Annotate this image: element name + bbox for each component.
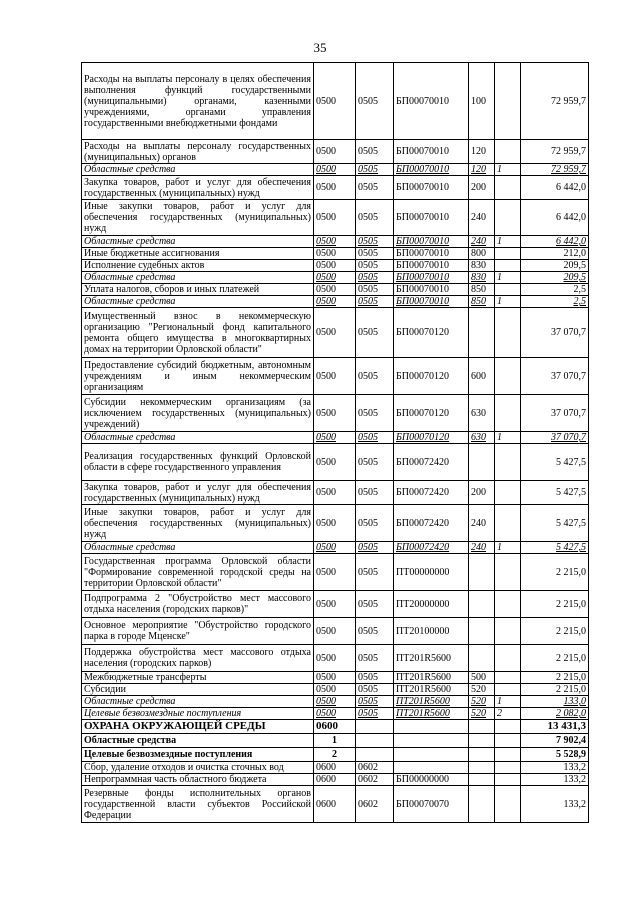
row-funding-source: 1	[495, 696, 521, 708]
row-expense-type: 800	[469, 248, 495, 260]
row-expense-type: 600	[469, 358, 495, 395]
row-name: Основное мероприятие "Обустройство городского парка в городе Мценске"	[82, 618, 314, 645]
row-target-code: БП00072420	[394, 444, 469, 481]
row-subsection	[356, 734, 394, 748]
row-section: 0600	[314, 786, 356, 823]
row-amount: 2 082,0	[521, 708, 589, 720]
row-funding-source	[495, 645, 521, 672]
table-row	[82, 358, 589, 395]
row-section: 0500	[314, 481, 356, 505]
row-subsection: 0505	[356, 645, 394, 672]
row-target-code: ПТ201R5600	[394, 684, 469, 696]
row-expense-type: 240	[469, 542, 495, 554]
row-name: Областные средства	[82, 272, 314, 284]
row-expense-type: 630	[469, 432, 495, 444]
row-expense-type: 850	[469, 284, 495, 296]
table-row	[82, 618, 589, 645]
row-section: 0500	[314, 272, 356, 284]
row-name: Подпрограмма 2 "Обустройство мест массового отдыха населения (городских парков)"	[82, 591, 314, 618]
row-target-code: БП00070010	[394, 272, 469, 284]
row-funding-source	[495, 774, 521, 786]
table-row	[82, 432, 589, 444]
row-section: 0500	[314, 176, 356, 200]
row-expense-type: 500	[469, 672, 495, 684]
table-row	[82, 200, 589, 236]
row-funding-source	[495, 591, 521, 618]
row-target-code: БП00070010	[394, 140, 469, 164]
table-row	[82, 786, 589, 823]
row-section: 0500	[314, 140, 356, 164]
row-amount: 37 070,7	[521, 308, 589, 358]
row-expense-type: 240	[469, 200, 495, 236]
row-subsection: 0602	[356, 774, 394, 786]
table-row	[82, 176, 589, 200]
row-amount: 6 442,0	[521, 236, 589, 248]
row-subsection: 0505	[356, 140, 394, 164]
row-expense-type: 630	[469, 395, 495, 432]
row-funding-source	[495, 481, 521, 505]
row-name: Целевые безвозмездные поступления	[82, 748, 314, 762]
row-expense-type	[469, 734, 495, 748]
row-subsection: 0505	[356, 358, 394, 395]
row-target-code	[394, 734, 469, 748]
row-subsection: 0505	[356, 672, 394, 684]
row-target-code	[394, 748, 469, 762]
row-target-code: БП00070010	[394, 284, 469, 296]
row-section: 0500	[314, 684, 356, 696]
row-subsection: 0505	[356, 542, 394, 554]
row-subsection: 0505	[356, 554, 394, 591]
row-section: 1	[314, 734, 356, 748]
row-target-code: БП00070120	[394, 432, 469, 444]
table-row	[82, 734, 589, 748]
row-expense-type	[469, 554, 495, 591]
row-subsection: 0505	[356, 176, 394, 200]
row-name: Областные средства	[82, 236, 314, 248]
row-section: 0500	[314, 554, 356, 591]
row-subsection: 0505	[356, 395, 394, 432]
row-name: Реализация государственных функций Орловской области в сфере государственного управления	[82, 444, 314, 481]
row-section: 0500	[314, 260, 356, 272]
row-expense-type: 200	[469, 176, 495, 200]
row-name: Областные средства	[82, 164, 314, 176]
row-amount: 5 427,5	[521, 481, 589, 505]
row-expense-type: 830	[469, 260, 495, 272]
row-expense-type: 520	[469, 684, 495, 696]
row-funding-source	[495, 140, 521, 164]
row-funding-source	[495, 200, 521, 236]
row-funding-source: 1	[495, 542, 521, 554]
row-target-code: БП00070010	[394, 248, 469, 260]
row-section: 0500	[314, 505, 356, 542]
row-section: 0500	[314, 672, 356, 684]
row-subsection: 0505	[356, 296, 394, 308]
row-amount: 7 902,4	[521, 734, 589, 748]
row-section: 0500	[314, 63, 356, 140]
row-expense-type: 520	[469, 696, 495, 708]
row-funding-source	[495, 762, 521, 774]
row-target-code: ПТ201R5600	[394, 645, 469, 672]
row-funding-source	[495, 176, 521, 200]
row-funding-source	[495, 748, 521, 762]
row-expense-type: 850	[469, 296, 495, 308]
row-funding-source	[495, 308, 521, 358]
row-section: 0500	[314, 708, 356, 720]
table-row	[82, 505, 589, 542]
row-funding-source	[495, 554, 521, 591]
row-funding-source	[495, 284, 521, 296]
row-subsection: 0505	[356, 248, 394, 260]
row-expense-type: 200	[469, 481, 495, 505]
row-subsection: 0505	[356, 260, 394, 272]
row-expense-type: 520	[469, 708, 495, 720]
row-funding-source: 1	[495, 164, 521, 176]
page-number: 35	[313, 40, 327, 55]
row-expense-type: 120	[469, 140, 495, 164]
row-target-code: БП00070120	[394, 358, 469, 395]
row-amount: 37 070,7	[521, 395, 589, 432]
row-target-code	[394, 762, 469, 774]
row-target-code: ПТ20100000	[394, 618, 469, 645]
row-name: Сбор, удаление отходов и очистка сточных вод	[82, 762, 314, 774]
row-subsection: 0505	[356, 308, 394, 358]
row-subsection: 0505	[356, 164, 394, 176]
row-amount: 2,5	[521, 296, 589, 308]
row-section: 0500	[314, 542, 356, 554]
table-row	[82, 260, 589, 272]
row-target-code: БП00072420	[394, 481, 469, 505]
row-section: 0600	[314, 720, 356, 734]
row-funding-source	[495, 672, 521, 684]
row-name: Иные бюджетные ассигнования	[82, 248, 314, 260]
row-section: 0500	[314, 236, 356, 248]
row-subsection: 0505	[356, 272, 394, 284]
row-subsection	[356, 720, 394, 734]
row-section: 0500	[314, 645, 356, 672]
row-section: 0500	[314, 308, 356, 358]
row-target-code: ПТ20000000	[394, 591, 469, 618]
row-amount: 5 528,9	[521, 748, 589, 762]
row-section: 0500	[314, 432, 356, 444]
budget-table	[81, 62, 589, 823]
row-amount: 209,5	[521, 272, 589, 284]
row-name: Областные средства	[82, 696, 314, 708]
table-row	[82, 248, 589, 260]
row-section: 0600	[314, 762, 356, 774]
row-amount: 37 070,7	[521, 432, 589, 444]
row-section: 0500	[314, 444, 356, 481]
row-target-code: БП00070120	[394, 308, 469, 358]
row-subsection: 0505	[356, 444, 394, 481]
row-funding-source	[495, 618, 521, 645]
table-row	[82, 140, 589, 164]
table-row	[82, 444, 589, 481]
row-expense-type	[469, 748, 495, 762]
table-row	[82, 774, 589, 786]
row-expense-type: 240	[469, 505, 495, 542]
row-amount: 209,5	[521, 260, 589, 272]
table-row	[82, 762, 589, 774]
row-target-code: ПТ00000000	[394, 554, 469, 591]
row-amount: 133,2	[521, 762, 589, 774]
table-row	[82, 645, 589, 672]
row-target-code: ПТ201R5600	[394, 708, 469, 720]
row-subsection: 0505	[356, 432, 394, 444]
row-target-code: ПТ201R5600	[394, 672, 469, 684]
row-name: Уплата налогов, сборов и иных платежей	[82, 284, 314, 296]
row-amount: 6 442,0	[521, 176, 589, 200]
table-row	[82, 395, 589, 432]
row-subsection: 0505	[356, 684, 394, 696]
table-row	[82, 272, 589, 284]
table-row	[82, 696, 589, 708]
row-section: 0500	[314, 591, 356, 618]
row-amount: 6 442,0	[521, 200, 589, 236]
row-target-code: БП00072420	[394, 505, 469, 542]
table-row	[82, 164, 589, 176]
table-row	[82, 554, 589, 591]
row-amount: 5 427,5	[521, 542, 589, 554]
table-row	[82, 308, 589, 358]
table-row	[82, 708, 589, 720]
row-name: Государственная программа Орловской области "Формирование современной городской среды на территории Орловской области"	[82, 554, 314, 591]
row-funding-source	[495, 260, 521, 272]
row-funding-source: 2	[495, 708, 521, 720]
row-expense-type: 830	[469, 272, 495, 284]
row-name: Непрограммная часть областного бюджета	[82, 774, 314, 786]
row-expense-type	[469, 618, 495, 645]
table-row	[82, 720, 589, 734]
row-subsection: 0505	[356, 505, 394, 542]
row-funding-source	[495, 248, 521, 260]
row-funding-source: 1	[495, 432, 521, 444]
row-target-code: БП00070010	[394, 164, 469, 176]
row-amount: 13 431,3	[521, 720, 589, 734]
row-expense-type: 120	[469, 164, 495, 176]
row-amount: 2 215,0	[521, 684, 589, 696]
row-name: Целевые безвозмездные поступления	[82, 708, 314, 720]
row-funding-source	[495, 786, 521, 823]
row-amount: 72 959,7	[521, 140, 589, 164]
row-subsection: 0505	[356, 708, 394, 720]
table-row	[82, 684, 589, 696]
row-expense-type	[469, 786, 495, 823]
table-row	[82, 542, 589, 554]
row-name: Поддержка обустройства мест массового отдыха населения (городских парков)	[82, 645, 314, 672]
row-subsection: 0602	[356, 786, 394, 823]
row-target-code: БП00000000	[394, 774, 469, 786]
row-name: Областные средства	[82, 296, 314, 308]
row-section: 0500	[314, 248, 356, 260]
row-name: Исполнение судебных актов	[82, 260, 314, 272]
row-name: Субсидии	[82, 684, 314, 696]
row-name: Расходы на выплаты персоналу государственных (муниципальных) органов	[82, 140, 314, 164]
table-row	[82, 748, 589, 762]
row-funding-source: 1	[495, 296, 521, 308]
row-target-code: БП00070010	[394, 63, 469, 140]
row-name: Иные закупки товаров, работ и услуг для обеспечения государственных (муниципальных) нужд	[82, 200, 314, 236]
row-name: Резервные фонды исполнительных органов государственной власти субъектов Российской Федерации	[82, 786, 314, 823]
row-name: ОХРАНА ОКРУЖАЮЩЕЙ СРЕДЫ	[82, 720, 314, 734]
row-expense-type	[469, 720, 495, 734]
row-target-code	[394, 720, 469, 734]
row-amount: 37 070,7	[521, 358, 589, 395]
row-name: Областные средства	[82, 734, 314, 748]
row-section: 0500	[314, 618, 356, 645]
row-amount: 72 959,7	[521, 63, 589, 140]
row-name: Областные средства	[82, 432, 314, 444]
row-funding-source	[495, 720, 521, 734]
row-subsection: 0505	[356, 591, 394, 618]
row-section: 0500	[314, 395, 356, 432]
row-name: Закупка товаров, работ и услуг для обеспечения государственных (муниципальных) нужд	[82, 481, 314, 505]
row-subsection	[356, 748, 394, 762]
table-row	[82, 236, 589, 248]
row-amount: 2 215,0	[521, 554, 589, 591]
row-funding-source	[495, 444, 521, 481]
row-subsection: 0505	[356, 284, 394, 296]
row-section: 2	[314, 748, 356, 762]
row-section: 0500	[314, 284, 356, 296]
row-section: 0500	[314, 200, 356, 236]
row-name: Иные закупки товаров, работ и услуг для обеспечения государственных (муниципальных) нужд	[82, 505, 314, 542]
row-target-code: БП00070010	[394, 176, 469, 200]
row-expense-type	[469, 762, 495, 774]
row-amount: 5 427,5	[521, 505, 589, 542]
row-subsection: 0602	[356, 762, 394, 774]
row-expense-type	[469, 774, 495, 786]
row-name: Предоставление субсидий бюджетным, автономным учреждениям и иным некоммерческим организациям	[82, 358, 314, 395]
row-section: 0500	[314, 296, 356, 308]
row-name: Имущественный взнос в некоммерческую организацию "Региональный фонд капитального ремонта общего имущества в многоквартирных домах на территории Орловской области"	[82, 308, 314, 358]
row-amount: 2 215,0	[521, 591, 589, 618]
row-funding-source	[495, 358, 521, 395]
row-name: Субсидии некоммерческим организациям (за исключением государственных (муниципальных) учреждений)	[82, 395, 314, 432]
row-target-code: БП00072420	[394, 542, 469, 554]
row-subsection: 0505	[356, 696, 394, 708]
row-expense-type: 240	[469, 236, 495, 248]
row-subsection: 0505	[356, 63, 394, 140]
row-funding-source	[495, 505, 521, 542]
row-amount: 2 215,0	[521, 618, 589, 645]
row-funding-source: 1	[495, 272, 521, 284]
row-amount: 2 215,0	[521, 672, 589, 684]
row-amount: 212,0	[521, 248, 589, 260]
row-subsection: 0505	[356, 481, 394, 505]
row-target-code: БП00070010	[394, 200, 469, 236]
table-row	[82, 296, 589, 308]
row-subsection: 0505	[356, 236, 394, 248]
row-amount: 72 959,7	[521, 164, 589, 176]
row-section: 0600	[314, 774, 356, 786]
table-row	[82, 481, 589, 505]
row-target-code: БП00070070	[394, 786, 469, 823]
row-amount: 133,2	[521, 774, 589, 786]
row-amount: 133,0	[521, 696, 589, 708]
row-funding-source	[495, 734, 521, 748]
row-section: 0500	[314, 696, 356, 708]
row-funding-source: 1	[495, 236, 521, 248]
row-funding-source	[495, 395, 521, 432]
row-target-code: ПТ201R5600	[394, 696, 469, 708]
row-target-code: БП00070010	[394, 236, 469, 248]
row-name: Расходы на выплаты персоналу в целях обеспечения выполнения функций государственными (муниципальными) органами, казенными учреждениями, органами управления государственными внебюджетными фондами	[82, 63, 314, 140]
row-target-code: БП00070010	[394, 260, 469, 272]
row-target-code: БП00070010	[394, 296, 469, 308]
row-expense-type	[469, 645, 495, 672]
row-target-code: БП00070120	[394, 395, 469, 432]
table-row	[82, 63, 589, 140]
row-expense-type	[469, 444, 495, 481]
row-section: 0500	[314, 358, 356, 395]
row-amount: 2,5	[521, 284, 589, 296]
row-expense-type: 100	[469, 63, 495, 140]
row-name: Закупка товаров, работ и услуг для обеспечения государственных (муниципальных) нужд	[82, 176, 314, 200]
row-name: Межбюджетные трансферты	[82, 672, 314, 684]
row-amount: 5 427,5	[521, 444, 589, 481]
row-subsection: 0505	[356, 618, 394, 645]
table-row	[82, 591, 589, 618]
row-expense-type	[469, 591, 495, 618]
row-funding-source	[495, 684, 521, 696]
table-row	[82, 672, 589, 684]
table-row	[82, 284, 589, 296]
row-section: 0500	[314, 164, 356, 176]
row-subsection: 0505	[356, 200, 394, 236]
row-amount: 133,2	[521, 786, 589, 823]
row-expense-type	[469, 308, 495, 358]
row-name: Областные средства	[82, 542, 314, 554]
row-funding-source	[495, 63, 521, 140]
row-amount: 2 215,0	[521, 645, 589, 672]
